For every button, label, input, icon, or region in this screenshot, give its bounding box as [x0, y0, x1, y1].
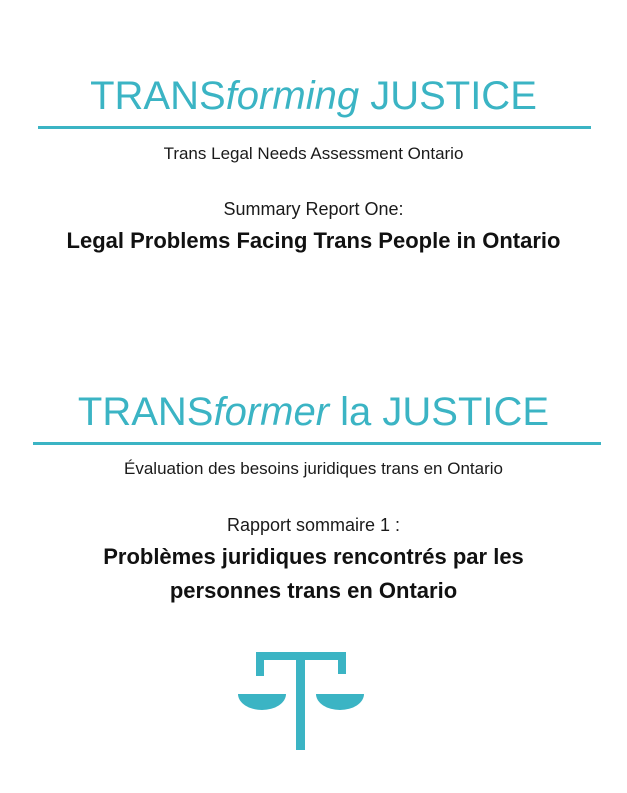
english-subtitle: Trans Legal Needs Assessment Ontario	[163, 144, 464, 163]
english-report-label: Summary Report One:	[223, 199, 404, 219]
french-report-title-line-1: Problèmes juridiques rencontrés par les	[103, 544, 524, 569]
french-title	[0, 388, 627, 436]
english-title-italic: forming	[225, 74, 360, 118]
french-title-prefix: TRANS	[77, 390, 214, 434]
english-report-title: Legal Problems Facing Trans People in Ontario	[66, 228, 561, 253]
scales-left-pan	[238, 694, 286, 710]
english-title-prefix: TRANS	[90, 74, 226, 118]
scales-of-justice-icon	[238, 648, 388, 753]
french-title-suffix: la JUSTICE	[329, 390, 550, 434]
english-title-rule	[38, 126, 591, 129]
french-subtitle: Évaluation des besoins juridiques trans en Ontario	[124, 459, 503, 478]
french-title-italic: former	[213, 390, 330, 434]
scales-right-pan	[316, 694, 364, 710]
english-title	[0, 72, 627, 120]
scales-stem	[296, 656, 305, 750]
french-report-label: Rapport sommaire 1 :	[226, 515, 401, 535]
french-title-rule	[33, 442, 601, 445]
english-title-suffix: JUSTICE	[359, 74, 537, 118]
french-report-title-line-2: personnes trans en Ontario	[169, 578, 458, 603]
